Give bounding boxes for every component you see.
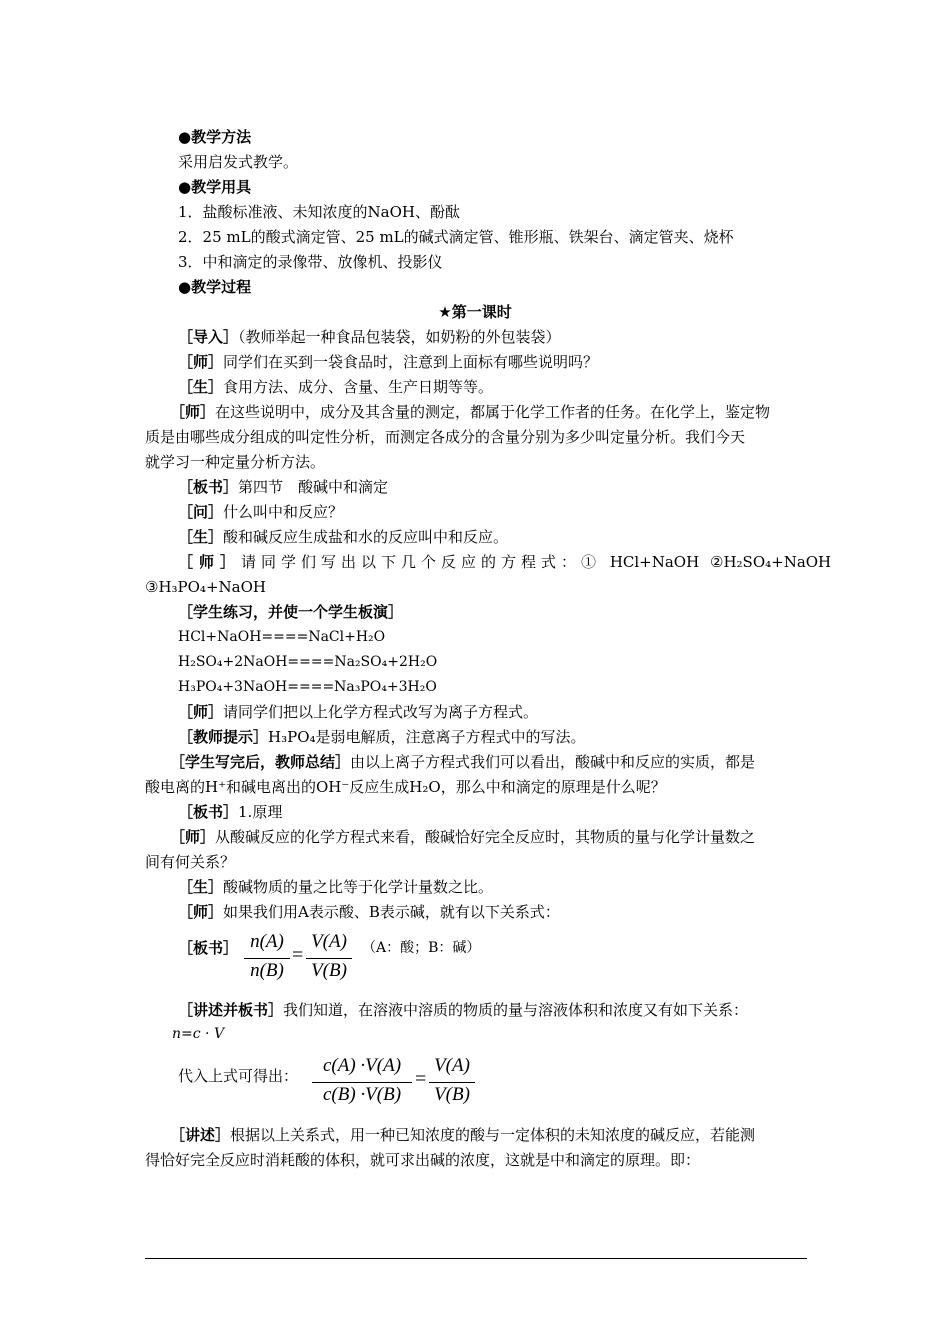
tag-teacher: ［师］	[170, 828, 216, 846]
teacher-text: 在这些说明中，成分及其含量的测定，都属于化学工作者的任务。在化学上，鉴定物	[215, 403, 771, 421]
fraction-numerator: V(A)	[311, 931, 347, 952]
equation-h2so4: ②H₂SO₄+NaOH	[710, 553, 832, 571]
fraction-denominator: n(B)	[250, 960, 284, 981]
teacher-text: 同学们在买到一袋食品时，注意到上面标有哪些说明吗？	[223, 353, 599, 371]
teacher-text: 请同学们写出以下几个反应的方程式：①	[241, 553, 602, 571]
teacher-text: 从酸碱反应的化学方程式来看，酸碱恰好完全反应时，其物质的量与化学计量数之	[215, 828, 756, 846]
equation-hcl: HCl+NaOH	[609, 553, 700, 571]
fraction-denominator: c(B) ·V(B)	[322, 1084, 402, 1105]
student-text: 酸和碱反应生成盐和水的反应叫中和反应。	[223, 528, 509, 546]
summary-text: 由以上离子方程式我们可以看出，酸碱中和反应的实质，都是	[350, 753, 756, 771]
tag-teacher: ［师］	[178, 903, 224, 921]
teacher-text: 请同学们把以上化学方程式改写为离子方程式。	[223, 703, 539, 721]
tag-student: ［生］	[178, 878, 224, 896]
lecture-text: 我们知道，在溶液中溶质的物质的量与溶液体积和浓度又有如下关系：	[283, 1001, 749, 1019]
tag-board: ［板书］	[178, 478, 239, 496]
fraction-v	[306, 930, 352, 984]
teacher-line-1	[178, 352, 598, 372]
board-line-2	[178, 802, 282, 822]
tag-lecture: ［讲述］	[170, 1126, 231, 1144]
fraction-numerator: V(A)	[434, 1055, 470, 1076]
fraction-n	[244, 930, 290, 984]
fraction-bar	[429, 1082, 475, 1083]
equation-3: H₃PO₄+3NaOH====Na₃PO₄+3H₂O	[178, 679, 437, 695]
student-text: 酸碱物质的量之比等于化学计量数之比。	[223, 878, 494, 896]
question-text: 什么叫中和反应？	[223, 503, 344, 521]
tag-lecture: ［讲述并板书］	[178, 1001, 284, 1019]
relation-nv: n=c · V	[172, 1026, 225, 1042]
fraction-numerator: n(A)	[250, 931, 284, 952]
question-line	[178, 502, 343, 522]
student-text: 食用方法、成分、含量、生产日期等等。	[223, 378, 494, 396]
teacher-line-6	[178, 902, 560, 922]
lesson-title: ★第一课时	[438, 303, 512, 321]
board-text: 第四节 酸碱中和滴定	[238, 478, 389, 496]
summary-line-2: 酸电离的H⁺和碱电离出的OH⁻反应生成H₂O，那么中和滴定的原理是什么呢？	[145, 778, 666, 796]
equation-h3po4: ③H₃PO₄+NaOH	[145, 578, 266, 596]
lecture2-line-2: 得恰好完全反应时消耗酸的体积，就可求出碱的浓度，这就是中和滴定的原理。即：	[145, 1151, 701, 1169]
teacher-line-2c: 就学习一种定量分析方法。	[145, 453, 326, 471]
fraction-bar	[244, 958, 290, 959]
equation-2: H₂SO₄+2NaOH====Na₂SO₄+2H₂O	[178, 654, 438, 670]
tag-board: ［板书］	[178, 803, 239, 821]
tool-item-1: 1．盐酸标准液、未知浓度的NaOH、酚酞	[178, 203, 460, 221]
teacher-text: 如果我们用A表示酸、B表示碱，就有以下关系式：	[223, 903, 560, 921]
student-line-3	[178, 877, 493, 897]
fraction-numerator: c(A) ·V(A)	[322, 1055, 402, 1076]
tag-teacher: ［师］	[178, 353, 224, 371]
lecture-line	[178, 1000, 748, 1020]
fraction-denominator: V(B)	[434, 1084, 470, 1105]
tag-student: ［生］	[178, 378, 224, 396]
heading-teaching-process: ●教学过程	[178, 278, 252, 296]
teacher-line-2b: 质是由哪些成分组成的叫定性分析，而测定各成分的含量分别为多少叫定量分析。我们今天	[145, 428, 746, 446]
footer-divider	[145, 1258, 807, 1259]
tag-summary: ［学生写完后，教师总结］	[170, 753, 351, 771]
tag-student: ［生］	[178, 528, 224, 546]
equals-sign: =	[415, 1068, 427, 1090]
hint-text: H₃PO₄是弱电解质，注意离子方程式中的写法。	[268, 728, 586, 746]
intro-line	[178, 327, 561, 347]
student-line-2	[178, 527, 508, 547]
heading-teaching-method: ●教学方法	[178, 128, 252, 146]
tag-teacher: ［师］	[178, 703, 224, 721]
fraction-v	[429, 1054, 475, 1108]
tag-board-formula: ［板书］	[178, 939, 239, 957]
equals-sign: =	[292, 944, 304, 966]
teacher-line-5a	[170, 827, 755, 847]
tool-item-3: 3．中和滴定的录像带、放像机、投影仪	[178, 253, 443, 271]
heading-teaching-tools: ●教学用具	[178, 178, 252, 196]
lecture-text: 根据以上关系式，用一种已知浓度的酸与一定体积的未知浓度的碱反应，若能测	[230, 1126, 756, 1144]
board-line-1	[178, 477, 388, 497]
fraction-bar	[306, 958, 352, 959]
teaching-method-text: 采用启发式教学。	[178, 153, 299, 171]
tag-student-exercise: ［学生练习，并使一个学生板演］	[178, 603, 404, 621]
student-line-1	[178, 377, 493, 397]
tag-teacher: ［师］	[170, 403, 216, 421]
equation-1: HCl+NaOH====NaCl+H₂O	[178, 629, 386, 645]
teacher-line-5b: 间有何关系？	[145, 853, 236, 871]
board-text: 1.原理	[238, 803, 283, 821]
substitute-text: 代入上式可得出：	[178, 1067, 299, 1085]
fraction-bar	[312, 1082, 412, 1083]
tag-teacher-hint: ［教师提示］	[178, 728, 269, 746]
teacher-line-4	[178, 702, 538, 722]
tool-item-2: 2．25 mL的酸式滴定管、25 mL的碱式滴定管、锥形瓶、铁架台、滴定管夹、烧杯	[178, 228, 734, 246]
tag-teacher: ［师］	[178, 553, 242, 571]
formula-note: （A：酸；B：碱）	[362, 940, 481, 956]
tag-intro: ［导入］	[178, 328, 239, 346]
teacher-line-3	[178, 552, 832, 572]
teacher-line-2a	[170, 402, 770, 422]
intro-text: （教师举起一种食品包装袋，如奶粉的外包装袋）	[238, 328, 561, 346]
summary-line-1	[170, 752, 755, 772]
lecture2-line-1	[170, 1125, 755, 1145]
hint-line	[178, 727, 586, 747]
fraction-denominator: V(B)	[311, 960, 347, 981]
tag-question: ［问］	[178, 503, 224, 521]
fraction-cv	[312, 1054, 412, 1108]
